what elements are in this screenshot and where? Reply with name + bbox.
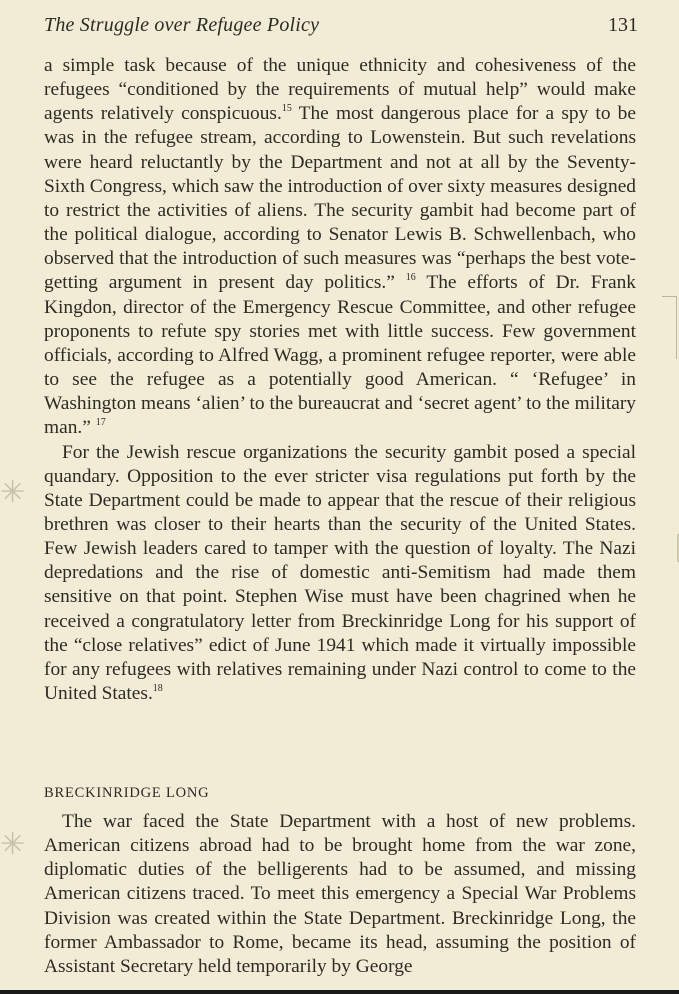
paragraph-jewish-rescue [44, 441, 636, 707]
page-number: 131 [608, 14, 638, 36]
footnote-ref: 17 [95, 417, 106, 429]
body-text [44, 54, 636, 706]
asterisk-margin-mark: ✳ [0, 475, 26, 510]
margin-bracket-mark [662, 296, 677, 359]
paragraph-war-problems: The war faced the State Department with a host of new problems. American citizens abroad had to be brought home from the war zone, diplomatic duties of the belligerents had to be assumed, and missing American citizens traced. To meet this emergency a Special War Problems Division was created within the State Department. Breckinridge Long, the former Ambassador to Rome, became its head, assuming the position of Assistant Secretary held temporarily by George [44, 811, 636, 977]
footnote-ref: 15 [281, 103, 292, 115]
section-heading: BRECKINRIDGE LONG [44, 785, 210, 801]
footnote-ref: 16 [405, 272, 416, 284]
paragraph-continued [44, 54, 636, 441]
page-bottom-edge [0, 990, 679, 994]
text-run: The efforts of Dr. Frank Kingdon, director of the Emergency Rescue Committee, and other refugee proponents to refute spy stories met with little success. Few government officials, according to Alfred Wagg, a prominent refugee reporter, were able to see the refugee as a potentially good American. “ ‘Refugee’ in Washington means ‘alien’ to the bureaucrat and ‘secret agent’ to the military man.” [44, 272, 637, 439]
text-run: a simple task because of the unique ethnicity and cohesiveness of the refugees “conditioned by the requirements of mutual help” would make agents relatively conspicuous. [44, 55, 636, 125]
footnote-ref: 18 [152, 683, 163, 695]
text-run: For the Jewish rescue organizations the security gambit posed a special quandary. Opposition to the ever stricter visa regulations put forth by the State Department could be made to appear that the rescue of their religious brethren was closer to their hearts than the security of the United States. Few Jewish leaders cared to tamper with the question of loyalty. The Nazi depredations and the rise of domestic anti-Semitism had made them sensitive on that point. Stephen Wise must have been chagrined when he received a congratulatory letter from Breckinridge Long for his support of the “close relatives” edict of June 1941 which made it virtually impossible for any refugees with relatives remaining under Nazi control to come to the United States. [44, 441, 636, 705]
text-run: The most dangerous place for a spy to be was in the refugee stream, according to Lowenstein. But such revelations were heard reluctantly by the Department and not at all by the Seventy-Sixth Congress, which saw the introduction of over sixty measures designed to restrict the activities of aliens. The security gambit had become part of the political dialogue, according to Senator Lewis B. Schwellenbach, who observed that the introduction of such measures was “perhaps the best vote-getting argument in present day politics.” [44, 103, 636, 294]
asterisk-margin-mark: ✳ [0, 827, 26, 862]
section-body [44, 810, 636, 979]
running-head: The Struggle over Refugee Policy [44, 14, 320, 36]
page-header [44, 14, 638, 40]
